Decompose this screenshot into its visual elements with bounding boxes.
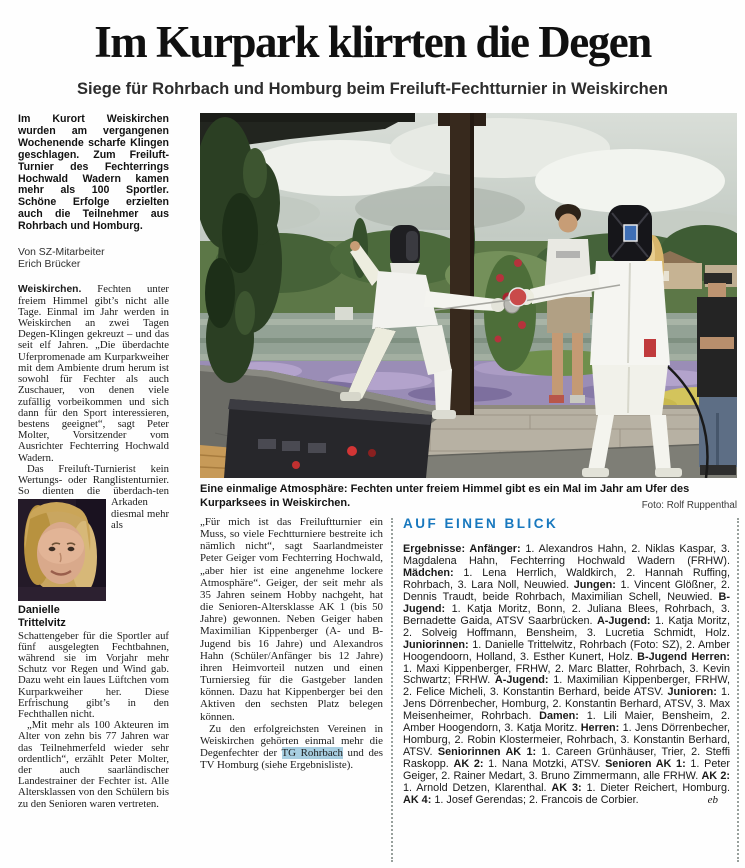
main-photo: [200, 113, 737, 478]
paragraph-text: Das Freiluft-Turnierist kein Wertungs- oder Ranglistenturnier. So dienten die überdach-: [18, 462, 169, 498]
results-segments: Ergebnisse: Anfänger: 1. Alexandros Hahn, 2. Niklas Kaspar, 3. Magdalena Hahn, Fechterring Hochwald Wadern (FRHW). Mädchen: 1. Lena Herrlich, Waldkirch, 2. Hannah Ruffing, Rohrbach, 3. Lara Noll, Neuwied. Jungen: 1. Vincent Glößner, 2. Dennis Traudt, beide Rohrbach, Maximilian Schell, Neuwied. B-Jugend: 1. Katja Moritz, Bonn, 2. Juliana Blees, Rohrbach, 3. Bernadette Gaida, ATSV Saarbrücken. A-Jugend: 1. Katja Moritz, 2. Solveig Hoffmann, Bensheim, 3. Lucretia Schmidt, Holz. Juniorinnen: 1. Danielle Trittelwitz, Rohrbach (Foto: SZ), 2. Amber Hoogendoorn, Holland, 3. Esther Kunert, Holz. B-Jugend Herren: 1. Maxi Kippenberger, FRHW, 2. Marc Blatter, Rohrbach, 3. Kevin Schwartz; FRHW. A-Jugend: 1. Maximilian Kippenberger, FRHW, 2. Felice Micheli, 3. Konstantin Berhard, beide ATSV. Junioren: 1. Jens Dörrenbecher, Homburg, 2. Konstantin Berhard, ATSV, 3. Max Meisenheimer, Rohrbach. Damen: 1. Lili Maier, Bensheim, 2. Amber Hoogendorn, 3. Katja Moritz. Herren: 1. Jens Dörrenbecher, Homburg, 2. Robin Klostermeier, Rohrbach, 3. Konstantin Berhard, ATSV. Seniorinnen AK 1: 1. Careen Grünhäuser, Trier, 2. Steffi Raskopp. AK 2: 1. Nana Motzki, ATSV. Senioren AK 1: 1. Peter Geiger, 2. Rainer Medart, 3. Bruno Zimmermann, alle FRHW. AK 2: 1. Arnold Detzen, Klarenthal. AK 3: 1. Dieter Reichert, Homburg. AK 4: 1. Josef Gerendas; 2. Francois de Corbier.: [403, 543, 731, 807]
fencing-photo-illustration: [200, 113, 737, 478]
photo-credit: Foto: Rolf Ruppenthal: [641, 499, 737, 511]
photo-caption: [200, 483, 737, 512]
paragraph-text: ten Arkaden diesmal mehr als Schattengeber für die Sportler auf fünf ausgelegten Fechtbahnen, während sie im Vorjahr mehr Schutz vor Regen und Wind gab. Dazu weht ein laues Lüftchen vom Kurparkweiher her. Diese Erfrischung gibt’s in den Fechthallen nicht.: [18, 485, 169, 720]
portrait-photo: [18, 499, 106, 601]
subheadline: Siege für Rohrbach und Homburg beim Freiluft-Fechtturnier in Weiskirchen: [76, 80, 668, 98]
portrait-figure: [18, 499, 106, 629]
results-header: AUF EINEN BLICK: [403, 516, 559, 531]
headline: Im Kurpark klirrten die Degen: [94, 17, 651, 67]
article-paragraph: [18, 284, 169, 463]
article-paragraph: „Für mich ist das Freiluftturnier ein Muss, so viele Fechtturniere bestreite ich nämlich nicht“, sagt Saarlandmeister Peter Geiger vom Fechterring Hochwald, „aber hier ist eine angenehme lockere Atmosphäre“. Geiger, der seit mehr als 35 Jahren seinem Hobby nachgeht, hat die Senioren-Altersklasse AK 1 (bis 50 Jahre) gewonnen. Neben Geiger haben Maximilian Kippenberger (A- und B-Jugend bis 16 Jahre) und Alexandros Hahn (Schüler/Anfänger bis 12 Jahre) ihren Heimvorteil nutzen und einen Turniersieg für die Gastgeber landen können. Dazu hat Kippenberger bei den Aktiven den sechsten Platz belegen können.: [200, 516, 383, 723]
photo-bystander-man: [697, 273, 737, 475]
article-paragraph: [18, 464, 169, 720]
paragraph-text: Fechten unter freiem Himmel gibt’s nicht alle Tage. Einmal im Jahr werden in Weiskirchen an zwei Tagen Degen-Klingen gekreuzt – und das seit elf Jahren. „Die überdachte Uferpromenade am Kurparkweiher mit dem Ambiente drum herum ist sowohl für Fechter als auch Zuschauer, von denen viele zufällig vorbeikommen und sich dann für den Sport interessieren, bestens geeignet“, sagt Peter Molter, Vorsitzender vom Ausrichter Fechterring Hochwald Wadern.: [18, 283, 169, 464]
page-edge-separator: [737, 518, 739, 862]
lead-paragraph: Im Kurort Weiskirchen wurden am vergangenen Wochenende scharfe Klingen geschlagen. Zum Freiluft-Turnier des Fechterrings Hochwald Wadern kamen mehr als 100 Sportler. Schöne Erfolge erzielten auch die Teilnehmer aus Rohrbach und Homburg.: [18, 113, 169, 233]
portrait-caption: Danielle Trittelvitz: [18, 604, 66, 629]
column-separator: [391, 518, 393, 862]
article-body-middle: [200, 516, 383, 771]
byline: [18, 247, 169, 271]
byline-line2: Erich Brücker: [18, 259, 81, 271]
results-box: [403, 514, 730, 807]
article-paragraph: „Mit mehr als 100 Akteuren im Alter von zehn bis 77 Jahren war das Teilnehmerfeld wieder sehr ordentlich“, erzählt Peter Molter, der auch saarländischer Landestrainer der Fechter ist. Alle Altersklassen von den Schülern bis zu den Senioren waren vertreten.: [18, 719, 169, 810]
author-initials: eb: [707, 794, 718, 807]
article-paragraph: Zu den erfolgreichsten Vereinen in Weiskirchen gehörten einmal mehr die Degenfechter der TG Rohrbach und des TV Homburg (siehe Ergebnisliste).: [200, 722, 383, 772]
photo-caption-text: Eine einmalige Atmosphäre: Fechten unter freiem Himmel gibt es ein Mal im Jahr am Ufer des Kurparksees in Weiskirchen.: [200, 483, 690, 509]
byline-line1: Von SZ-Mitarbeiter: [18, 247, 105, 259]
results-text: [403, 544, 730, 807]
article-body-left: [18, 114, 169, 810]
dateline: Weiskirchen.: [18, 284, 82, 296]
